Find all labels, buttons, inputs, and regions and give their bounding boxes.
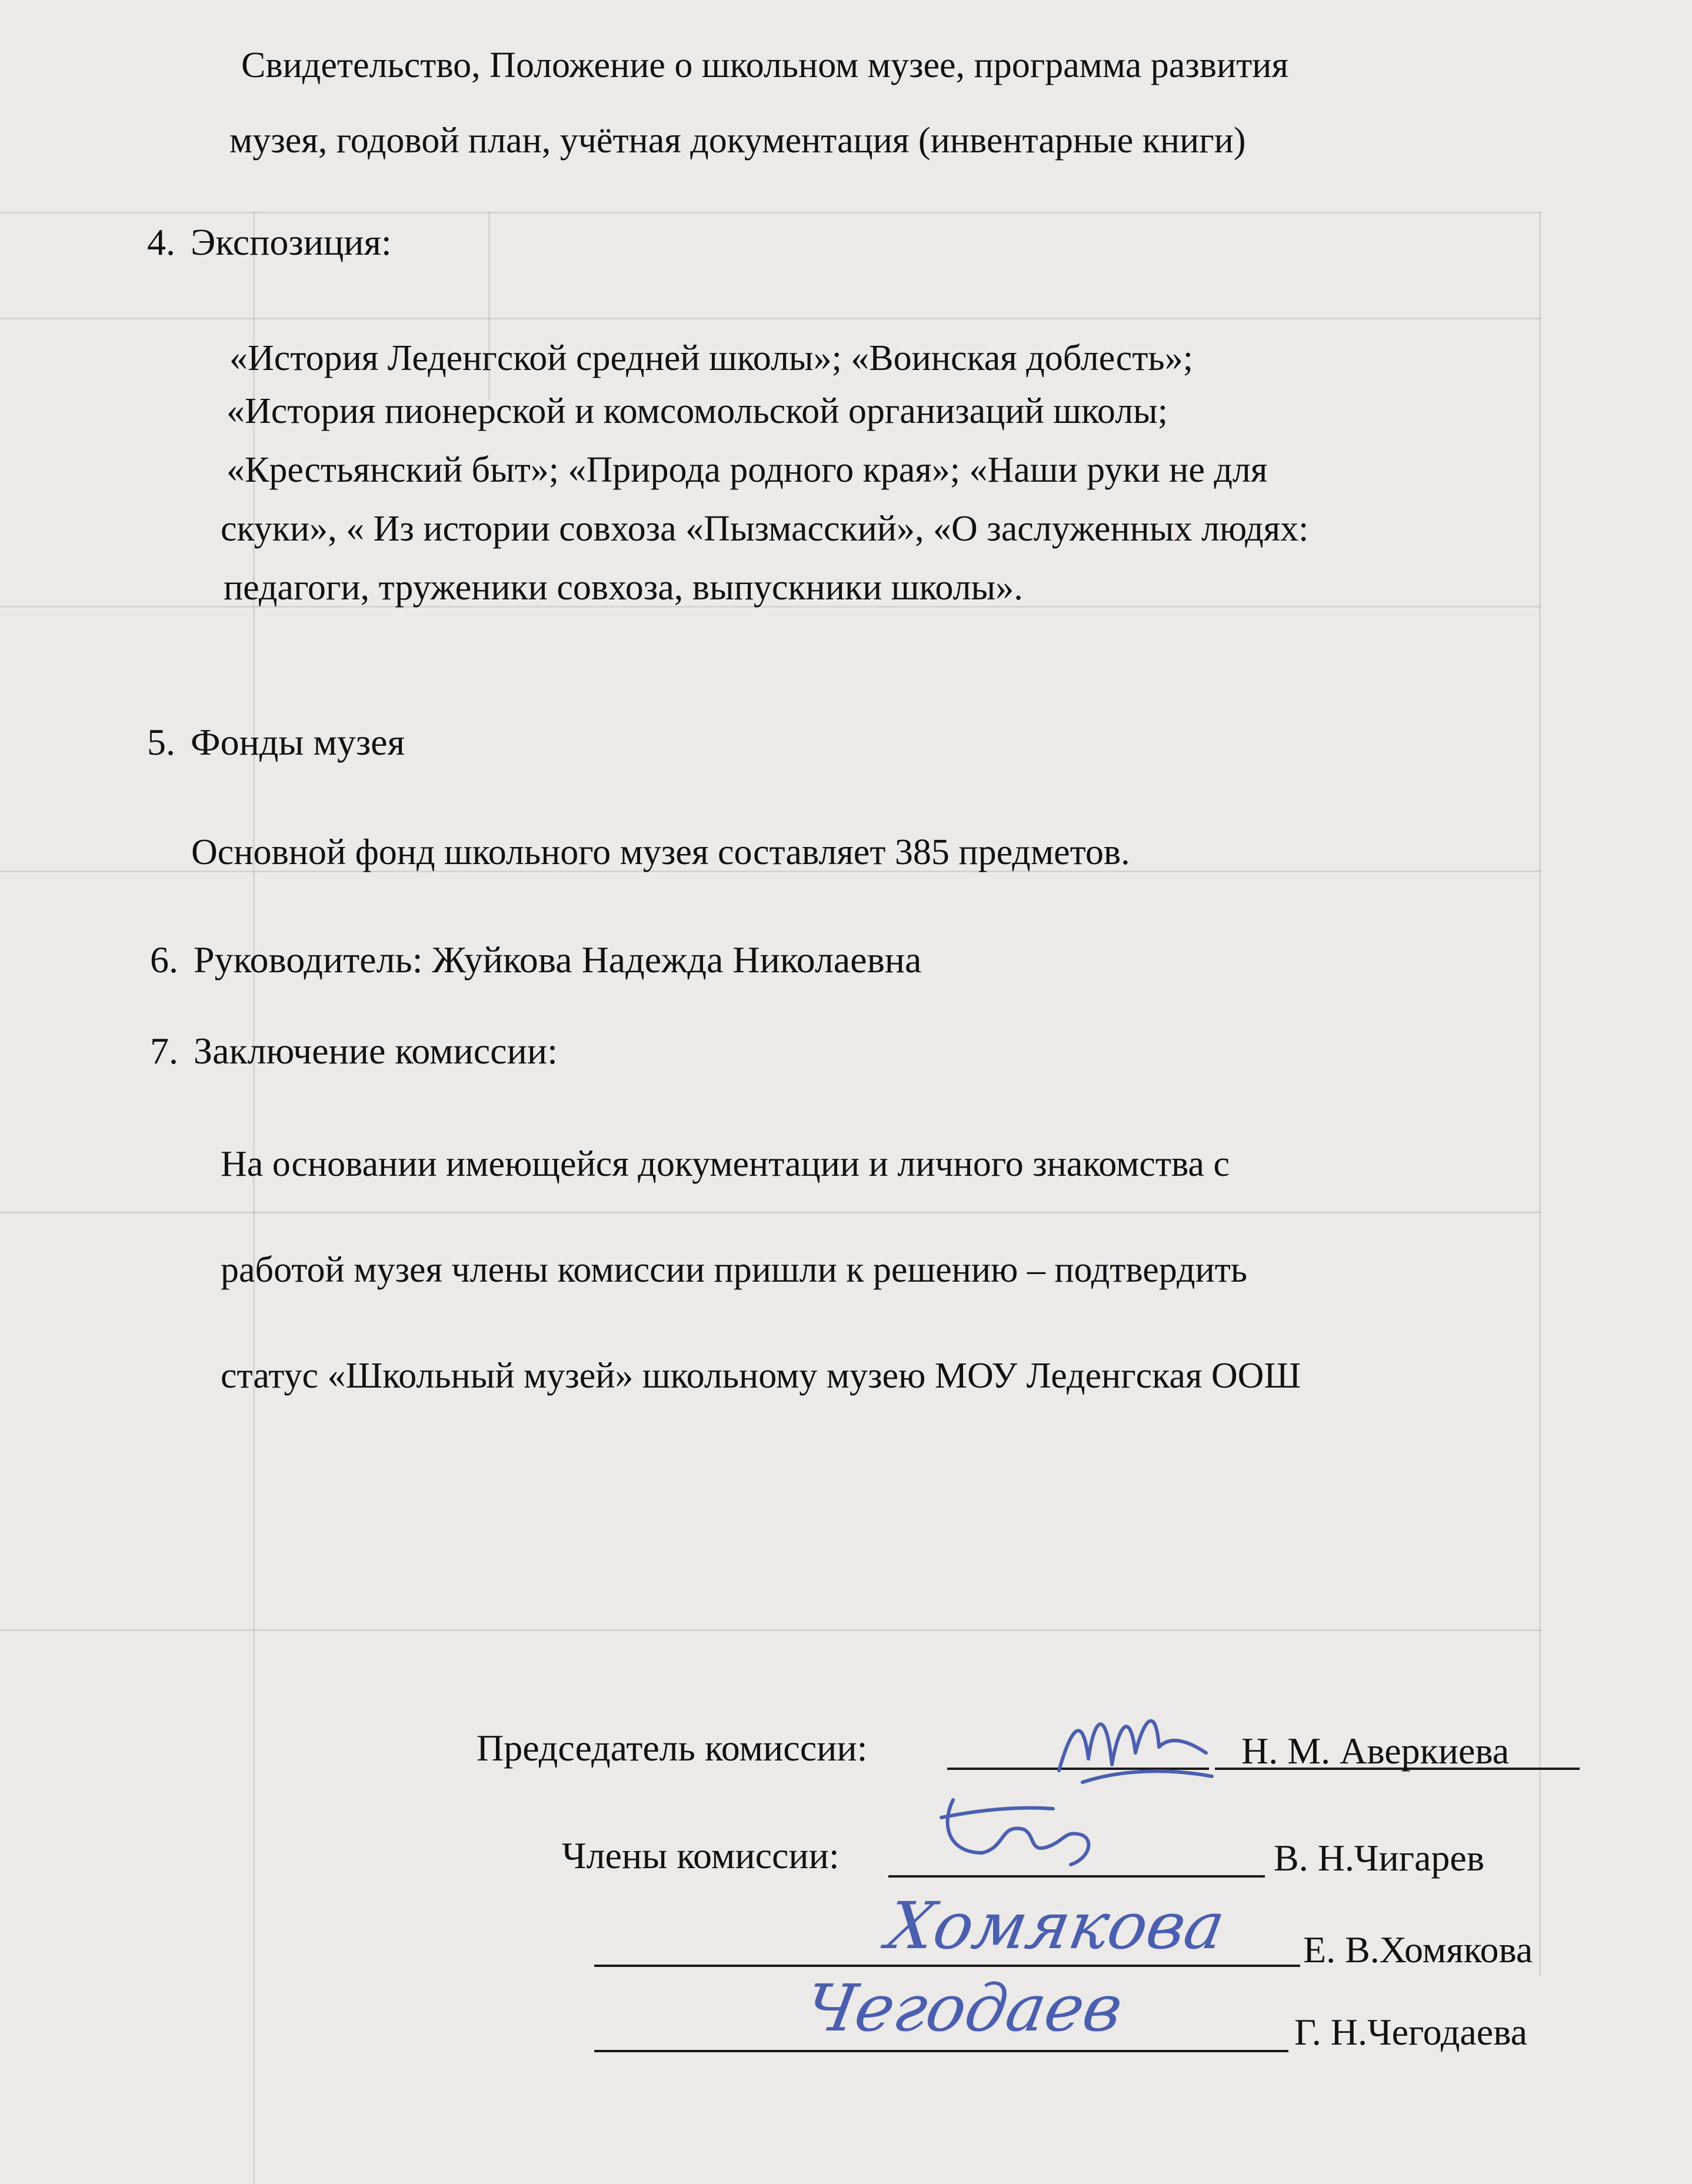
section-number: 5. [147, 721, 175, 763]
section-number: 7. [150, 1030, 178, 1072]
exposition-line-4: скуки», « Из истории совхоза «Пызмасский», «О заслуженных людях: [221, 509, 1309, 549]
member-2-name: Е. В.Хомякова [1303, 1929, 1533, 1970]
section-number: 6. [150, 939, 178, 981]
chair-name: Н. М. Аверкиева [1241, 1730, 1510, 1772]
member-3-name: Г. Н.Чегодаева [1294, 2011, 1527, 2053]
section-title: Фонды музея [191, 721, 405, 763]
section-head [150, 941, 921, 979]
section-funds-heading [147, 723, 405, 761]
section-number: 4. [147, 221, 175, 263]
members-label: Члены комиссии: [562, 1835, 840, 1876]
member-1-name: В. Н.Чигарев [1274, 1837, 1485, 1879]
intro-line-1: Свидетельство, Положение о школьном музее, программа развития [241, 45, 1288, 85]
exposition-line-5: педагоги, труженики совхоза, выпускники школы». [224, 568, 1023, 608]
exposition-line-3: «Крестьянский быт»; «Природа родного края»; «Наши руки не для [227, 450, 1268, 490]
exposition-line-1: «История Леденгской средней школы»; «Воинская доблесть»; [229, 338, 1193, 378]
chair-label: Председатель комиссии: [477, 1727, 868, 1769]
member-3-signature-line [594, 2050, 1288, 2052]
member-2-signature-line [594, 1965, 1300, 1967]
intro-line-2: музея, годовой план, учётная документация (инвентарные книги) [229, 121, 1246, 161]
section-title: Экспозиция: [191, 221, 392, 263]
member-2-signature: Хомякова [881, 1888, 1231, 1963]
member-3-signature: Чегодаев [799, 1970, 1128, 2046]
head-text: Руководитель: Жуйкова Надежда Николаевна [194, 939, 922, 981]
conclusion-line-3: статус «Школьный музей» школьному музею МОУ Леденгская ООШ [221, 1356, 1301, 1396]
section-title: Заключение комиссии: [194, 1030, 558, 1072]
chair-signature [1047, 1694, 1224, 1788]
section-conclusion-heading [150, 1032, 558, 1070]
exposition-line-2: «История пионерской и комсомольской организаций школы; [227, 391, 1168, 431]
funds-text: Основной фонд школьного музея составляет 385 предметов. [191, 832, 1130, 872]
section-exposition-heading [147, 221, 392, 263]
member-1-signature [918, 1788, 1106, 1876]
conclusion-line-1: На основании имеющейся документации и личного знакомства с [221, 1144, 1230, 1184]
conclusion-line-2: работой музея члены комиссии пришли к решению – подтвердить [221, 1250, 1248, 1290]
